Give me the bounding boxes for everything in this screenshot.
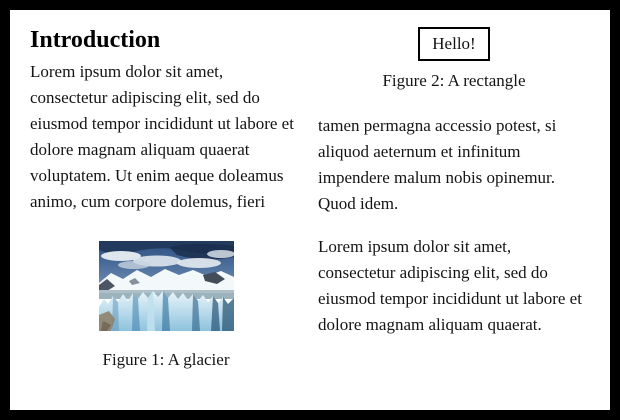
hello-rectangle: Hello! [418,27,489,61]
left-paragraph: Lorem ipsum dolor sit amet, consectetur adipiscing elit, sed do eiusmod tempor incididunt ut labore et dolore magnam aliquam quaerat voluptatem. Ut enim aeque doleamus animo, cum corpore dolemus, fieri [30,62,294,211]
figure-1 [30,241,302,371]
right-paragraph-2: Lorem ipsum dolor sit amet, consectetur adipiscing elit, sed do eiusmod tempor incididunt ut labore et dolore magnam aliquam quaerat. [318,237,582,334]
glacier-photo [99,241,234,331]
document-page [10,10,610,410]
left-column [30,25,302,398]
right-paragraph-1: tamen permagna accessio potest, si aliquod aeternum et infinitum impendere malum nobis opinemur. Quod idem. [318,116,557,213]
section-heading: Introduction [30,27,161,53]
glacier-photo-illustration [99,241,234,331]
figure-2 [318,25,590,92]
figure-2-caption: Figure 2: A rectangle [382,71,526,90]
right-column [318,25,590,398]
figure-1-caption: Figure 1: A glacier [102,350,230,369]
